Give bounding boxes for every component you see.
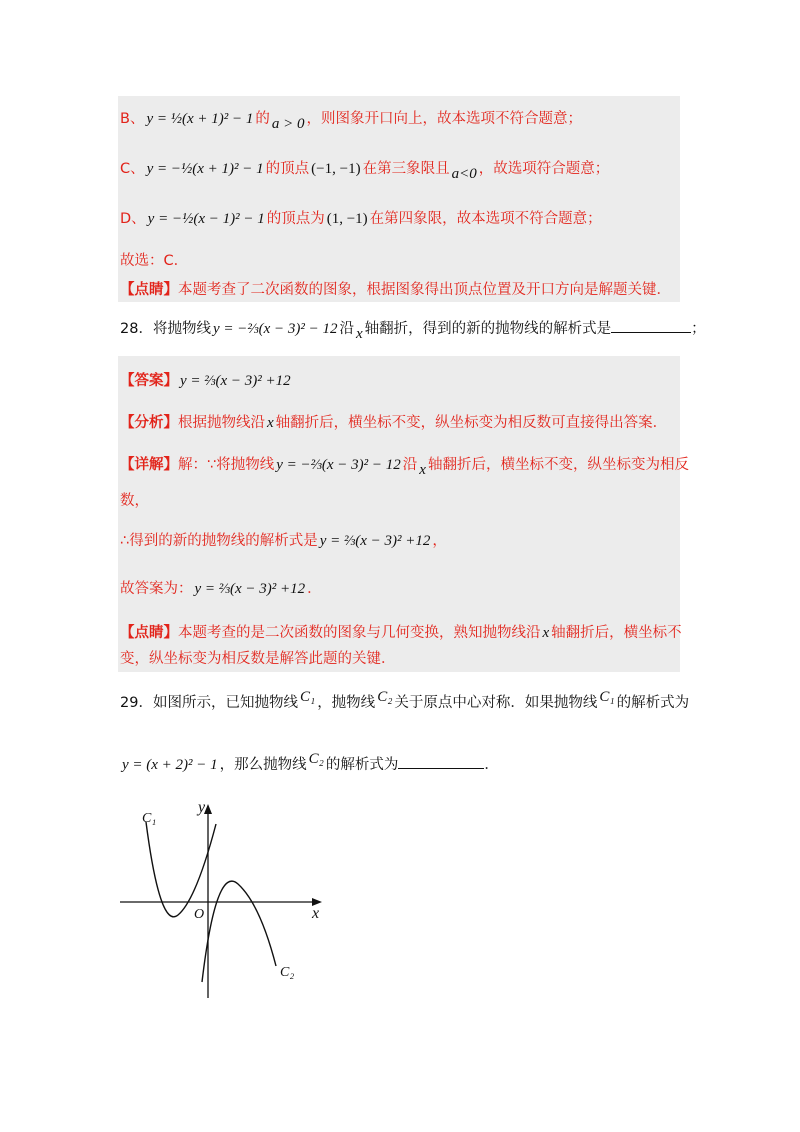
option-c-vertex: (−1, −1) xyxy=(311,161,361,177)
choose-line: 故选：C． xyxy=(120,253,189,269)
option-c-condition: a<0 xyxy=(451,166,477,182)
answer-28-label: 【答案】 xyxy=(120,373,178,389)
comment-27-text: 本题考查了二次函数的图象，根据图象得出顶点位置及开口方向是解题关键． xyxy=(178,282,671,298)
comment-28-label: 【点睛】 xyxy=(120,625,178,641)
option-b-line xyxy=(120,108,582,130)
detail-28-text3: 轴翻折后，横坐标不变，纵坐标变为相反 xyxy=(427,457,689,473)
option-c-text2: ，故选项符合题意； xyxy=(478,161,610,177)
option-b-prefix: B、 xyxy=(120,111,145,127)
parabola-graph xyxy=(110,800,350,1020)
option-d-prefix: D、 xyxy=(120,211,146,227)
question-29-text6: 的解析式为 xyxy=(325,757,399,773)
curve-c2 xyxy=(202,881,276,982)
question-29-text1: 如图所示，已知抛物线 xyxy=(152,695,298,711)
question-29-number: 29． xyxy=(120,695,153,711)
answer-28-line xyxy=(120,370,293,392)
c1-label: C₁ xyxy=(142,811,157,826)
detail-28-text1: 解：∵将抛物线 xyxy=(178,457,275,473)
detail-28-continued: 数， xyxy=(120,493,149,509)
question-28-text1: 将抛物线 xyxy=(152,321,211,337)
analysis-28-text2: 轴翻折后，横坐标不变，纵坐标变为相反数可直接得出答案． xyxy=(275,415,668,431)
therefore-28-line xyxy=(120,530,447,552)
option-b-text: ，则图象开口向上，故本选项不符合题意； xyxy=(306,111,582,127)
question-28-number: 28． xyxy=(120,321,153,337)
question-28-equation: y = −⅔(x − 3)² − 12 xyxy=(212,321,338,337)
final-28-end: ． xyxy=(307,581,322,597)
option-b-equation: y = ½(x + 1)² − 1 xyxy=(146,111,254,127)
detail-28-line xyxy=(120,454,689,476)
detail-28-axis: x xyxy=(419,462,426,478)
analysis-28-label: 【分析】 xyxy=(120,415,178,431)
question-29-c2: C₂ xyxy=(377,689,393,705)
question-29-end: ． xyxy=(484,757,499,773)
x-axis-label: x xyxy=(312,905,320,922)
y-axis-label: y xyxy=(198,800,206,816)
question-29-text3: 关于原点中心对称．如果抛物线 xyxy=(394,695,598,711)
comment-27-label: 【点睛】 xyxy=(120,282,178,298)
option-c-vertex-label: 的顶点 xyxy=(265,161,310,177)
option-d-vertex: (1, −1) xyxy=(326,211,368,227)
detail-28-text2: 沿 xyxy=(402,457,418,473)
question-28-end: ； xyxy=(691,321,706,337)
question-28-axis: x xyxy=(356,326,363,342)
question-28-text3: 轴翻折，得到的新的抛物线的解析式是 xyxy=(364,321,612,337)
final-28-equation: y = ⅔(x − 3)² +12 xyxy=(194,581,306,597)
final-28-text: 故答案为： xyxy=(120,581,193,597)
analysis-28-text1: 根据抛物线沿 xyxy=(178,415,265,431)
comment-27-line xyxy=(120,279,671,301)
origin-label: O xyxy=(194,907,205,922)
question-29-line1 xyxy=(120,689,690,714)
option-d-text: 在第四象限，故本选项不符合题意； xyxy=(369,211,602,227)
question-29-text5: ，那么抛物线 xyxy=(219,757,307,773)
option-c-prefix: C、 xyxy=(120,161,145,177)
question-28-text2: 沿 xyxy=(339,321,354,337)
option-d-equation: y = −½(x − 1)² − 1 xyxy=(147,211,265,227)
question-28-line xyxy=(120,318,706,340)
analysis-28-axis: x xyxy=(267,415,274,431)
question-29-c1: C₁ xyxy=(299,689,316,705)
option-d-line xyxy=(120,208,602,230)
question-28-answer-blank[interactable] xyxy=(611,318,691,333)
y-axis-arrow xyxy=(204,804,212,814)
comment-28-axis: x xyxy=(542,625,550,641)
answer-28-equation: y = ⅔(x − 3)² +12 xyxy=(180,373,291,389)
comment-28-continued: 变，纵坐标变为相反数是解答此题的关键． xyxy=(120,651,396,667)
comment-28-line xyxy=(120,622,682,644)
option-c-equation: y = −½(x + 1)² − 1 xyxy=(146,161,264,177)
question-29-equation: y = (x + 2)² − 1 xyxy=(122,757,218,773)
question-29-text4: 的解析式为 xyxy=(616,695,690,711)
option-b-condition: a > 0 xyxy=(271,116,305,132)
therefore-28-end: ， xyxy=(432,533,447,549)
comment-28-text1: 本题考查的是二次函数的图象与几何变换，熟知抛物线沿 xyxy=(178,625,541,641)
option-d-vertex-label: 的顶点为 xyxy=(266,211,325,227)
detail-28-equation: y = −⅔(x − 3)² − 12 xyxy=(276,457,401,473)
question-29-line2 xyxy=(120,751,499,776)
question-29-answer-blank[interactable] xyxy=(398,754,484,769)
question-29-c2b: C₂ xyxy=(308,751,324,767)
question-29-text2: ，抛物线 xyxy=(317,695,376,711)
option-b-of: 的 xyxy=(255,111,270,127)
therefore-28-text: ∴得到的新的抛物线的解析式是 xyxy=(120,533,318,549)
c2-label: C₂ xyxy=(280,965,295,980)
comment-28-text2: 轴翻折后，横坐标不 xyxy=(551,625,682,641)
final-28-line xyxy=(120,578,322,600)
option-c-text: 在第三象限且 xyxy=(362,161,450,177)
question-29-c1b: C₁ xyxy=(599,689,615,705)
analysis-28-line xyxy=(120,412,667,434)
option-c-line xyxy=(120,158,609,180)
detail-28-label: 【详解】 xyxy=(120,457,178,473)
therefore-28-equation: y = ⅔(x − 3)² +12 xyxy=(319,533,431,549)
